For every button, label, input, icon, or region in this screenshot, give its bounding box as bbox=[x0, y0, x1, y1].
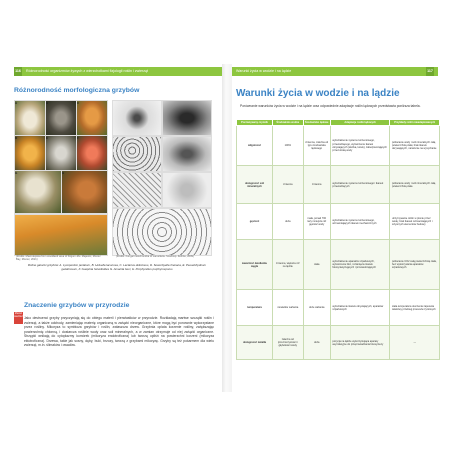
factor-cell: dostępność soli mineralnych bbox=[237, 166, 273, 204]
table-header-cell: Środowisko wodne bbox=[273, 120, 304, 126]
caption-right-photos: (Źródło: Fungal mitochondria of Lamellaria. Scedosp. Zebrite, 2009) bbox=[116, 255, 194, 258]
table-header-cell: Adaptacje roślin lądowych bbox=[330, 120, 390, 126]
left-header-text: Różnorodność organizmów żywych z wierzchołkami fizjologii roślin i zwierząt bbox=[26, 69, 149, 73]
section-title-importance: Znaczenie grzybów w przyrodzie bbox=[24, 302, 130, 309]
left-header-bar bbox=[14, 67, 222, 76]
microscope-photo-2 bbox=[162, 100, 212, 136]
table-header-cell: Porównywany czynnik bbox=[237, 120, 273, 126]
microscope-photo-4 bbox=[162, 136, 212, 172]
caption-left-photos: (Źródło: Macrolepiota from woodland area of Kitgum-Mu. Majestic, Monier Bay, Monier, 2021) bbox=[16, 255, 101, 262]
left-page-number: 116 bbox=[14, 67, 22, 76]
table-cell: utrzymywanie roślin w pionie przez wodę; brak tkanek wzmacniających i sztywnych elementów budowy bbox=[390, 204, 440, 240]
photo-label-a: A bbox=[15, 101, 18, 105]
must-know-badge: Musisz wiedzieć bbox=[14, 312, 23, 324]
mushroom-photo-a bbox=[14, 100, 49, 136]
table-cell: — bbox=[390, 326, 440, 360]
right-header-bar bbox=[232, 67, 438, 76]
mushroom-photo-d bbox=[14, 135, 49, 171]
photo-label-e: E bbox=[46, 136, 49, 140]
table-cell: niewielkie wahania bbox=[273, 290, 304, 326]
page-title: Warunki życia w wodzie i na lądzie bbox=[236, 88, 400, 99]
book-gutter bbox=[222, 64, 232, 392]
mushroom-photo-b bbox=[45, 100, 80, 136]
section-title-morphology: Różnorodność morfologiczna grzybów bbox=[14, 87, 140, 94]
microscope-photo-large bbox=[112, 208, 212, 256]
photo-label-c: C bbox=[77, 101, 80, 105]
factor-cell: zawartość dwutlenku węgla bbox=[237, 240, 273, 290]
left-page bbox=[4, 64, 222, 392]
right-header-text: Warunki życia w wodzie i na lądzie bbox=[236, 69, 292, 73]
table-cell: zmienna bbox=[273, 166, 304, 204]
table-cell: duża bbox=[273, 204, 304, 240]
table-row bbox=[237, 326, 440, 360]
table-row bbox=[237, 126, 440, 166]
photo-label-g: G bbox=[15, 171, 18, 175]
mushroom-photo-c bbox=[76, 100, 108, 136]
table-cell: wykształcenie systemu korzeniowego, przewodzącego, wytworzenie tkanek okrywających (skórka, korek), zabezpieczających przed utratą wody bbox=[330, 126, 390, 166]
table-row bbox=[237, 240, 440, 290]
table-cell: wykształcenie systemu korzeniowego, wzmacniających tkanek mechanicznych bbox=[330, 204, 390, 240]
table-cell: wykształcenie systemu korzeniowego i tkanek przewodzących bbox=[330, 166, 390, 204]
table-cell: stała bbox=[303, 240, 330, 290]
table-cell: 100% bbox=[273, 126, 304, 166]
factor-cell: wilgotność bbox=[237, 126, 273, 166]
table-cell: duża bbox=[303, 326, 330, 360]
table-cell: pobieranie wody i soli mineralnych całą powierzchnią ciała; brak tkanek okrywających, narażenie na wysychanie bbox=[390, 126, 440, 166]
intro-text: Porównanie warunków życia w wodzie i na lądzie oraz odpowiednie adaptacje roślin lądowych przedstawia poniższa tabela. bbox=[240, 104, 421, 108]
importance-body-text: Jako destruenci grzyby przyczyniają się do obiegu materii i pierwiastków w przyrodzie. Rozkładają martwe szczątki roślin i zwierząt, a także odchody, zamieniając materię organiczną w związki nieorganiczne, które mogą być ponownie wykorzystane przez rośliny. Mikoryza to symbioza grzybów i roślin, zwłaszcza drzew. Grzybnia oplata korzenie rośliny, zwiększając powierzchnię chłonną, i dostarcza roślinie wody oraz soli mineralnych, a w zamian otrzymuje od niej związki organiczne. Strzępki wnikają do cytoplazmy komórek (mikoryza endotroficzna) lub tworzą opilśń na powierzchni korzeni (mikoryza ektotroficzna). Drzewa, takie jak sosny, dęby, buki, brzozy, tworzą z grzybami mikoryzę. Grzyby są też pokarmem dla wielu zwierząt, m.in. ślimaków i owadów. bbox=[24, 316, 214, 348]
photo-label-b: B bbox=[46, 101, 49, 105]
mushroom-photo-e bbox=[45, 135, 77, 171]
table-header-cell: Środowisko lądowe bbox=[305, 121, 329, 124]
species-caption: Różne gatunki grzybów: A. Lycoperdon perlatum, B. Helvella lacunosa, C. Lactarius deliciosus, D. Sowerbyella rhenana, E. Pseudohydnum gelatinosum, F. Guepinia helvelloides G. Amanita beci, H. Porphyrellus porphyrosporus bbox=[27, 263, 207, 271]
table-cell: wykształcenie tkanek okrywających, aparatów szparkowych bbox=[330, 290, 390, 326]
microscope-photo-5 bbox=[112, 172, 162, 208]
table-cell: zależna od przezroczystości i głębokości wody bbox=[273, 326, 304, 360]
mushroom-photo-f bbox=[76, 135, 108, 171]
microscope-photo-3 bbox=[112, 136, 162, 172]
table-row bbox=[237, 290, 440, 326]
comparison-table bbox=[236, 119, 440, 360]
table-header-cell: Przykłady roślin nieadaptowanych bbox=[390, 120, 440, 126]
table-row bbox=[237, 166, 440, 204]
table-cell: mała, ponad 700 razy mniejsza niż gęstość wody bbox=[303, 204, 330, 240]
table-cell: wykształcenie aparatów szparkowych, wytworzenie liści, rozwinięcie tkanek fotosyntetyzujących i przewietrzających bbox=[330, 240, 390, 290]
factor-cell: temperatura bbox=[237, 290, 273, 326]
table-cell: zmienna bbox=[303, 166, 330, 204]
table-cell: duże wahania bbox=[303, 290, 330, 326]
photo-label-d: D bbox=[15, 136, 18, 140]
photo-label-h: H bbox=[62, 171, 65, 175]
mushroom-photo-h bbox=[61, 170, 108, 214]
table-cell: stała temperatura otoczenia zapewnia właściwy przebieg procesów życiowych bbox=[390, 290, 440, 326]
factor-cell: gęstość bbox=[237, 204, 273, 240]
table-cell: pobieranie wody i soli mineralnych całą powierzchnią ciała bbox=[390, 166, 440, 204]
right-page bbox=[232, 64, 446, 392]
microscope-photo-1 bbox=[112, 100, 162, 136]
mushroom-photo-g bbox=[14, 170, 65, 214]
table-cell: pozycja na lądzie wykorzystująca aparaty asymilacyjne do przeprowadzania fotosyntezy bbox=[330, 326, 390, 360]
table-cell: zmienna, większa niż na lądzie bbox=[273, 240, 304, 290]
right-page-number: 117 bbox=[426, 67, 434, 76]
table-row bbox=[237, 204, 440, 240]
table-cell: pobieranie CO2 całą powierzchnią ciała, bez wykorzystania aparatów szparkowych bbox=[390, 240, 440, 290]
mushroom-photo-chanterelle bbox=[14, 214, 108, 256]
table-cell: zmienna, zależna od typu środowiska lądowego bbox=[303, 126, 330, 166]
photo-label-f: F bbox=[77, 136, 79, 140]
factor-cell: dostępność światła bbox=[237, 326, 273, 360]
microscope-photo-6 bbox=[162, 172, 212, 208]
